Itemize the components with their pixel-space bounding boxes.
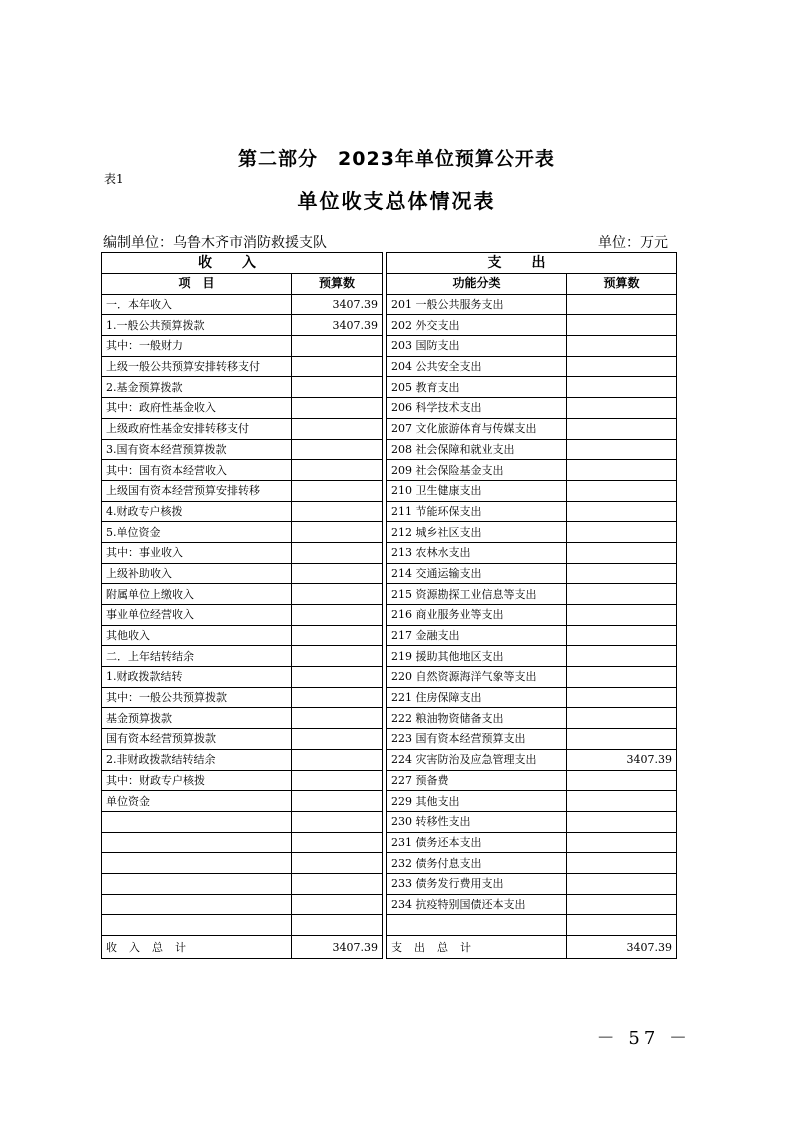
- income-item-cell: 4.财政专户核拨: [102, 501, 292, 522]
- income-budget-column-header: 预算数: [292, 274, 383, 295]
- budget-table: [101, 252, 677, 959]
- item-column-header: 项 目: [102, 274, 292, 295]
- income-item-cell: 上级一般公共预算安排转移支付: [102, 356, 292, 377]
- income-value-cell: 3407.39: [292, 294, 383, 315]
- header-row-1: [102, 253, 677, 274]
- expense-value-cell: [567, 377, 677, 398]
- expense-value-cell: [567, 480, 677, 501]
- income-value-cell: [292, 542, 383, 563]
- table-row: [102, 915, 677, 936]
- table-row: [102, 563, 677, 584]
- income-value-cell: [292, 811, 383, 832]
- expense-item-cell: 210 卫生健康支出: [387, 480, 567, 501]
- income-value-cell: [292, 915, 383, 936]
- income-item-cell: [102, 811, 292, 832]
- expense-value-cell: [567, 398, 677, 419]
- table-row: [102, 708, 677, 729]
- expense-value-cell: [567, 584, 677, 605]
- page-number: － 57 －: [596, 1028, 691, 1049]
- income-item-cell: 国有资本经营预算拨款: [102, 729, 292, 750]
- income-item-cell: 其中：一般财力: [102, 336, 292, 357]
- expense-item-cell: 215 资源勘探工业信息等支出: [387, 584, 567, 605]
- income-value-cell: [292, 377, 383, 398]
- expense-item-cell: 222 粮油物资储备支出: [387, 708, 567, 729]
- income-item-cell: 其中：财政专户核拨: [102, 770, 292, 791]
- expense-value-cell: [567, 687, 677, 708]
- income-value-cell: [292, 687, 383, 708]
- table-row: [102, 522, 677, 543]
- income-value-cell: [292, 625, 383, 646]
- table-row: [102, 749, 677, 770]
- table-row: [102, 439, 677, 460]
- header-row-2: [102, 274, 677, 295]
- income-item-cell: 1.一般公共预算拨款: [102, 315, 292, 336]
- expense-item-cell: 230 转移性支出: [387, 811, 567, 832]
- org-label: 编制单位：乌鲁木齐市消防救援支队: [103, 235, 327, 251]
- expense-item-cell: 219 援助其他地区支出: [387, 646, 567, 667]
- expense-value-cell: 3407.39: [567, 749, 677, 770]
- expense-item-cell: 207 文化旅游体育与传媒支出: [387, 418, 567, 439]
- income-item-cell: 一．本年收入: [102, 294, 292, 315]
- table-row: [102, 336, 677, 357]
- income-value-cell: [292, 770, 383, 791]
- expense-value-cell: [567, 522, 677, 543]
- income-item-cell: [102, 915, 292, 936]
- income-value-cell: [292, 749, 383, 770]
- expense-value-cell: [567, 811, 677, 832]
- income-item-cell: 事业单位经营收入: [102, 605, 292, 626]
- expense-value-cell: [567, 832, 677, 853]
- table-row: [102, 894, 677, 915]
- expense-item-cell: 227 预备费: [387, 770, 567, 791]
- expense-value-cell: [567, 460, 677, 481]
- income-item-cell: 二．上年结转结余: [102, 646, 292, 667]
- income-value-cell: [292, 894, 383, 915]
- income-item-cell: 其中：国有资本经营收入: [102, 460, 292, 481]
- income-value-cell: [292, 460, 383, 481]
- table-number: 表1: [104, 172, 124, 186]
- expense-value-cell: [567, 439, 677, 460]
- table-row: [102, 542, 677, 563]
- expense-value-cell: [567, 336, 677, 357]
- expense-value-cell: [567, 791, 677, 812]
- income-value-cell: [292, 480, 383, 501]
- table-row: [102, 294, 677, 315]
- income-item-cell: 2.基金预算拨款: [102, 377, 292, 398]
- income-item-cell: 3.国有资本经营预算拨款: [102, 439, 292, 460]
- expense-item-cell: 205 教育支出: [387, 377, 567, 398]
- income-item-cell: 上级国有资本经营预算安排转移: [102, 480, 292, 501]
- income-item-cell: [102, 894, 292, 915]
- income-value-cell: 3407.39: [292, 315, 383, 336]
- table-row: [102, 398, 677, 419]
- expense-item-cell: 229 其他支出: [387, 791, 567, 812]
- income-value-cell: [292, 563, 383, 584]
- income-item-cell: 上级政府性基金安排转移支付: [102, 418, 292, 439]
- table-row: [102, 584, 677, 605]
- table-row: [102, 625, 677, 646]
- income-value-cell: [292, 667, 383, 688]
- unit-label: 单位：万元: [598, 235, 668, 251]
- income-value-cell: [292, 356, 383, 377]
- table-title: 单位收支总体情况表: [297, 189, 496, 213]
- income-value-cell: [292, 398, 383, 419]
- expense-value-cell: [567, 894, 677, 915]
- table-row: [102, 315, 677, 336]
- function-class-column-header: 功能分类: [387, 274, 567, 295]
- income-header: 收入: [102, 253, 383, 274]
- expense-value-cell: [567, 853, 677, 874]
- income-value-cell: [292, 873, 383, 894]
- income-value-cell: [292, 791, 383, 812]
- table-row: [102, 873, 677, 894]
- expense-item-cell: 224 灾害防治及应急管理支出: [387, 749, 567, 770]
- income-total-value: 3407.39: [292, 936, 383, 959]
- expense-item-cell: 233 债务发行费用支出: [387, 873, 567, 894]
- expense-value-cell: [567, 770, 677, 791]
- expense-item-cell: 209 社会保险基金支出: [387, 460, 567, 481]
- expense-item-cell: 202 外交支出: [387, 315, 567, 336]
- income-value-cell: [292, 729, 383, 750]
- table-row: [102, 729, 677, 750]
- expense-item-cell: 216 商业服务业等支出: [387, 605, 567, 626]
- expense-item-cell: 220 自然资源海洋气象等支出: [387, 667, 567, 688]
- table-meta: [103, 232, 678, 252]
- income-item-cell: [102, 832, 292, 853]
- expense-value-cell: [567, 667, 677, 688]
- table-row: [102, 605, 677, 626]
- table-row: [102, 811, 677, 832]
- table-row: [102, 770, 677, 791]
- table-row: [102, 501, 677, 522]
- expense-item-cell: 211 节能环保支出: [387, 501, 567, 522]
- income-item-cell: 其中：政府性基金收入: [102, 398, 292, 419]
- income-value-cell: [292, 605, 383, 626]
- expense-value-cell: [567, 708, 677, 729]
- expense-value-cell: [567, 315, 677, 336]
- expense-total-value: 3407.39: [567, 936, 677, 959]
- income-item-cell: 上级补助收入: [102, 563, 292, 584]
- expense-item-cell: 203 国防支出: [387, 336, 567, 357]
- expense-item-cell: 204 公共安全支出: [387, 356, 567, 377]
- expense-item-cell: 234 抗疫特别国债还本支出: [387, 894, 567, 915]
- income-value-cell: [292, 584, 383, 605]
- income-value-cell: [292, 439, 383, 460]
- income-value-cell: [292, 832, 383, 853]
- expense-item-cell: 208 社会保障和就业支出: [387, 439, 567, 460]
- expense-item-cell: 223 国有资本经营预算支出: [387, 729, 567, 750]
- expense-item-cell: 221 住房保障支出: [387, 687, 567, 708]
- expense-item-cell: 217 金融支出: [387, 625, 567, 646]
- income-value-cell: [292, 522, 383, 543]
- income-item-cell: 其他收入: [102, 625, 292, 646]
- table-row: [102, 460, 677, 481]
- income-item-cell: [102, 873, 292, 894]
- expense-header: 支出: [387, 253, 677, 274]
- income-value-cell: [292, 708, 383, 729]
- expense-item-cell: 213 农林水支出: [387, 542, 567, 563]
- income-item-cell: 其中：事业收入: [102, 542, 292, 563]
- part-title: 第二部分 2023年单位预算公开表: [238, 148, 555, 170]
- income-item-cell: 附属单位上缴收入: [102, 584, 292, 605]
- expense-item-cell: 201 一般公共服务支出: [387, 294, 567, 315]
- expense-value-cell: [567, 356, 677, 377]
- table-row: [102, 377, 677, 398]
- expense-item-cell: 214 交通运输支出: [387, 563, 567, 584]
- table-row: [102, 646, 677, 667]
- expense-value-cell: [567, 563, 677, 584]
- expense-value-cell: [567, 646, 677, 667]
- income-item-cell: 基金预算拨款: [102, 708, 292, 729]
- expense-value-cell: [567, 418, 677, 439]
- table-row: [102, 667, 677, 688]
- expense-total-label: 支出总计: [387, 936, 567, 959]
- expense-value-cell: [567, 294, 677, 315]
- expense-item-cell: 232 债务付息支出: [387, 853, 567, 874]
- table-row: [102, 791, 677, 812]
- income-value-cell: [292, 853, 383, 874]
- table-row: [102, 418, 677, 439]
- table-row: [102, 480, 677, 501]
- expense-item-cell: [387, 915, 567, 936]
- table-row: [102, 356, 677, 377]
- table-row: [102, 687, 677, 708]
- expense-value-cell: [567, 625, 677, 646]
- expense-value-cell: [567, 605, 677, 626]
- income-item-cell: [102, 853, 292, 874]
- total-row: [102, 936, 677, 959]
- expense-value-cell: [567, 873, 677, 894]
- income-value-cell: [292, 336, 383, 357]
- expense-value-cell: [567, 542, 677, 563]
- expense-item-cell: 231 债务还本支出: [387, 832, 567, 853]
- income-item-cell: 其中：一般公共预算拨款: [102, 687, 292, 708]
- expense-budget-column-header: 预算数: [567, 274, 677, 295]
- income-value-cell: [292, 501, 383, 522]
- expense-item-cell: 212 城乡社区支出: [387, 522, 567, 543]
- income-value-cell: [292, 418, 383, 439]
- income-item-cell: 单位资金: [102, 791, 292, 812]
- income-item-cell: 2.非财政拨款结转结余: [102, 749, 292, 770]
- expense-value-cell: [567, 501, 677, 522]
- expense-value-cell: [567, 915, 677, 936]
- table-row: [102, 832, 677, 853]
- income-total-label: 收入总计: [102, 936, 292, 959]
- income-item-cell: 1.财政拨款结转: [102, 667, 292, 688]
- income-value-cell: [292, 646, 383, 667]
- expense-value-cell: [567, 729, 677, 750]
- table-row: [102, 853, 677, 874]
- income-item-cell: 5.单位资金: [102, 522, 292, 543]
- expense-item-cell: 206 科学技术支出: [387, 398, 567, 419]
